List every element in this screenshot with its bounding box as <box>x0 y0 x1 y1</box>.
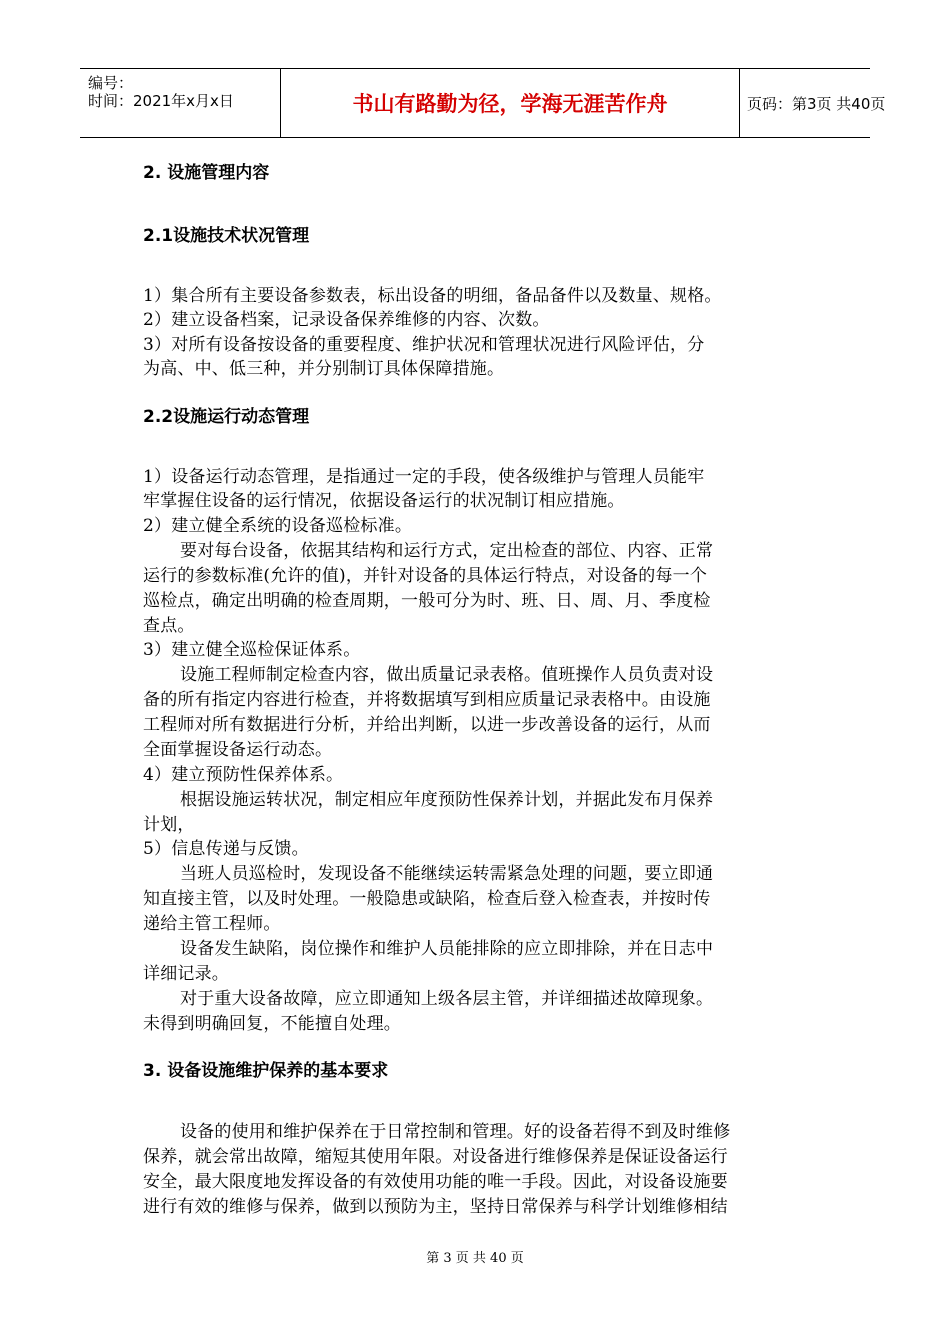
paragraph-line: 工程师对所有数据进行分析，并给出判断，以进一步改善设备的运行，从而 <box>143 715 711 735</box>
section-heading-2-2: 2.2设施运行动态管理 <box>143 407 310 427</box>
paragraph-line: 查点。 <box>143 616 195 636</box>
paragraph-line: 牢掌握住设备的运行情况，依据设备运行的状况制订相应措施。 <box>143 491 625 511</box>
section-heading-2: 2. 设施管理内容 <box>143 163 270 183</box>
paragraph-line: 进行有效的维修与保养，做到以预防为主，坚持日常保养与科学计划维修相结 <box>143 1197 728 1217</box>
paragraph-line: 要对每台设备，依据其结构和运行方式，定出检查的部位、内容、正常 <box>180 541 714 561</box>
section-heading-2-1: 2.1设施技术状况管理 <box>143 226 310 246</box>
paragraph-line: 全面掌握设备运行动态。 <box>143 740 333 760</box>
paragraph-line: 运行的参数标准(允许的值)，并针对设备的具体运行特点，对设备的每一个 <box>143 566 708 586</box>
paragraph-line: 对于重大设备故障，应立即通知上级各层主管，并详细描述故障现象。 <box>180 989 714 1009</box>
paragraph-line: 设备的使用和维护保养在于日常控制和管理。好的设备若得不到及时维修 <box>180 1122 731 1142</box>
paragraph-line: 2）建立设备档案，记录设备保养维修的内容、次数。 <box>143 310 550 330</box>
paragraph-line: 1）设备运行动态管理，是指通过一定的手段，使各级维护与管理人员能牢 <box>143 467 705 487</box>
paragraph-line: 5）信息传递与反馈。 <box>143 839 309 859</box>
paragraph-line: 根据设施运转状况，制定相应年度预防性保养计划，并据此发布月保养 <box>180 790 714 810</box>
paragraph-line: 当班人员巡检时，发现设备不能继续运转需紧急处理的问题，要立即通 <box>180 864 714 884</box>
paragraph-line: 详细记录。 <box>143 964 229 984</box>
paragraph-line: 2）建立健全系统的设备巡检标准。 <box>143 516 413 536</box>
paragraph-line: 备的所有指定内容进行检查，并将数据填写到相应质量记录表格中。由设施 <box>143 690 711 710</box>
page-footer: 第 3 页 共 40 页 <box>426 1251 524 1266</box>
paragraph-line: 未得到明确回复，不能擅自处理。 <box>143 1014 401 1034</box>
paragraph-line: 设备发生缺陷，岗位操作和维护人员能排除的应立即排除，并在日志中 <box>180 939 714 959</box>
page-header <box>80 68 886 138</box>
paragraph-line: 递给主管工程师。 <box>143 914 281 934</box>
time-label: 时间：2021年x月x日 <box>88 92 234 110</box>
page-info: 页码：第3页 共40页 <box>747 94 886 113</box>
section-heading-3: 3. 设备设施维护保养的基本要求 <box>143 1061 389 1081</box>
header-left <box>80 69 280 137</box>
paragraph-line: 4）建立预防性保养体系。 <box>143 765 344 785</box>
paragraph-line: 为高、中、低三种，并分别制订具体保障措施。 <box>143 359 505 379</box>
number-label: 编号： <box>88 74 134 92</box>
motto: 书山有路勤为径，学海无涯苦作舟 <box>280 69 740 137</box>
paragraph-line: 保养，就会常出故障，缩短其使用年限。对设备进行维修保养是保证设备运行 <box>143 1147 728 1167</box>
paragraph-line: 知直接主管，以及时处理。一般隐患或缺陷，检查后登入检查表，并按时传 <box>143 889 711 909</box>
paragraph-line: 巡检点，确定出明确的检查周期，一般可分为时、班、日、周、月、季度检 <box>143 591 711 611</box>
paragraph-line: 计划， <box>143 815 195 835</box>
paragraph-line: 安全，最大限度地发挥设备的有效使用功能的唯一手段。因此，对设备设施要 <box>143 1172 728 1192</box>
paragraph-line: 1）集合所有主要设备参数表，标出设备的明细，备品备件以及数量、规格。 <box>143 286 722 306</box>
paragraph-line: 3）对所有设备按设备的重要程度、维护状况和管理状况进行风险评估，分 <box>143 335 705 355</box>
paragraph-line: 设施工程师制定检查内容，做出质量记录表格。值班操作人员负责对设 <box>180 665 714 685</box>
paragraph-line: 3）建立健全巡检保证体系。 <box>143 640 361 660</box>
